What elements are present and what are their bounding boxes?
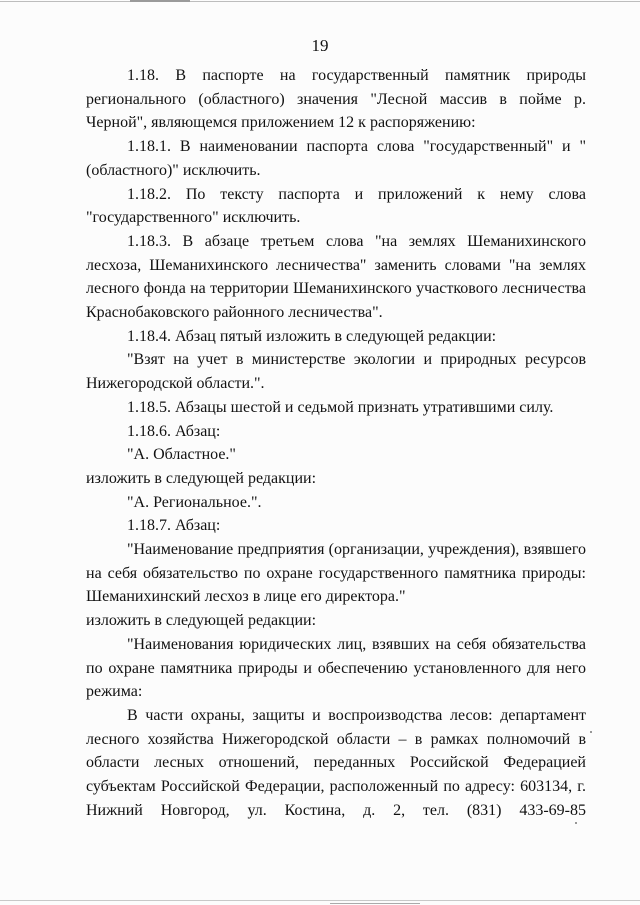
- scan-edge-mark: [130, 0, 190, 2]
- paragraph: В части охраны, защиты и воспроизводства лесов: департамент лесного хозяйства Нижегородской области – в рамках полномочий в области лесных отношений, переданных Российской Федерацией субъектам Российской Федерации, расположенный по адресу: 603134, г. Нижний Новгород, ул. Костина, д. 2, тел. (831) 433-69-85: [86, 706, 586, 819]
- scan-edge-top: [0, 1, 640, 2]
- scan-edge-mark: [330, 903, 420, 904]
- document-body: [86, 64, 586, 823]
- quoted-paragraph: "Взят на учет в министерстве экологии и природных ресурсов Нижегородской области.".: [86, 351, 586, 393]
- paragraph: 1.18.2. По тексту паспорта и приложений к нему слова "государственного" исключить.: [86, 185, 586, 227]
- paragraph: 1.18.4. Абзац пятый изложить в следующей редакции:: [127, 327, 497, 345]
- paragraph: 1.18.1. В наименовании паспорта слова "государственный" и "(областного)" исключить.: [86, 138, 586, 179]
- page-number: 19: [311, 36, 329, 55]
- paragraph: 1.18.5. Абзацы шестой и седьмой признать утратившими силу.: [127, 398, 554, 416]
- paragraph: 1.18.3. В абзаце третьем слова "на землях Шеманихинского лесхоза, Шеманихинского лесничества" заменить словами "на землях лесного фонда на территории Шеманихинского участкового лесничества Краснобаковского районного лесничества".: [86, 232, 586, 322]
- quoted-paragraph: "Наименования юридических лиц, взявших на себя обязательства по охране памятника природы и обеспечению установленного для него режима:: [86, 635, 586, 701]
- paragraph: изложить в следующей редакции:: [86, 469, 317, 487]
- quoted-paragraph: "Наименование предприятия (организации, учреждения), взявшего на себя обязательство по охране государственного памятника природы: Шеманихинский лесхоз в лице его директора.": [86, 541, 586, 606]
- scan-speck: [590, 731, 592, 733]
- scan-speck: [575, 822, 577, 824]
- quoted-paragraph: "А. Региональное.".: [127, 493, 262, 511]
- quoted-paragraph: "А. Областное.": [127, 446, 236, 464]
- paragraph: 1.18.7. Абзац:: [127, 517, 221, 535]
- paragraph: изложить в следующей редакции:: [86, 612, 317, 630]
- paragraph: 1.18. В паспорте на государственный памятник природы регионального (областного) значения "Лесной массив в пойме р. Черной", являющемся приложением 12 к распоряжению:: [86, 67, 586, 132]
- paragraph: 1.18.6. Абзац:: [127, 422, 221, 440]
- scan-edge-bottom: [0, 900, 640, 901]
